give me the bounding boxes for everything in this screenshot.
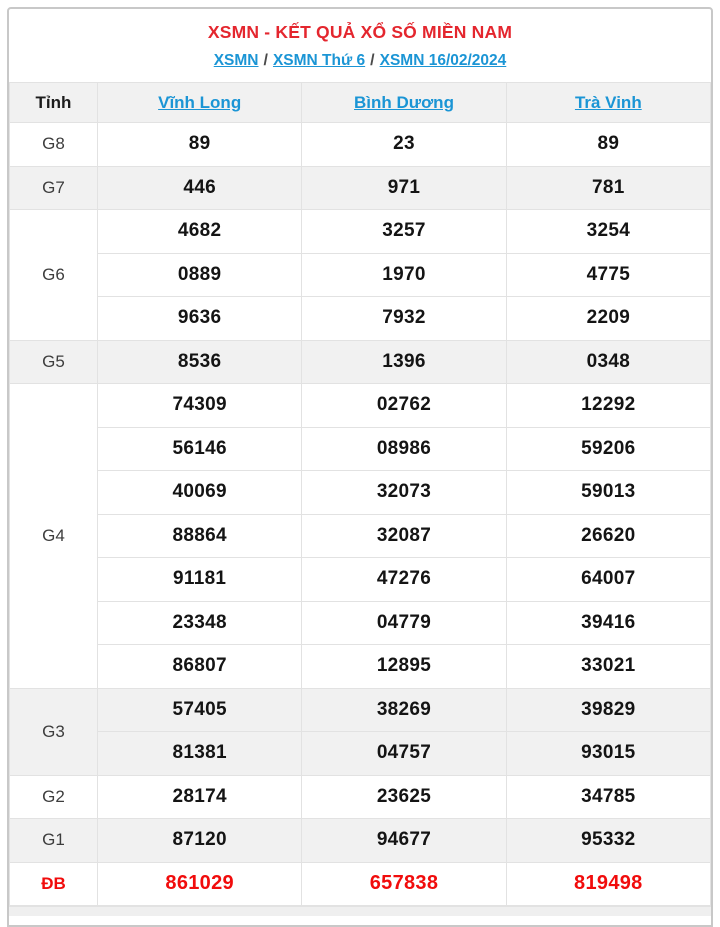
result-number: 23348 bbox=[98, 601, 302, 645]
card-header bbox=[9, 9, 711, 82]
table-row bbox=[10, 297, 711, 341]
result-number: 1396 bbox=[302, 340, 506, 384]
prize-label: G8 bbox=[10, 123, 98, 167]
table-row bbox=[10, 384, 711, 428]
province-link-vinh-long[interactable]: Vĩnh Long bbox=[158, 92, 242, 112]
prize-label: G2 bbox=[10, 775, 98, 819]
result-number: 781 bbox=[506, 166, 710, 210]
result-number: 3257 bbox=[302, 210, 506, 254]
breadcrumb-link-xsmn-thu6[interactable]: XSMN Thứ 6 bbox=[272, 52, 366, 69]
result-number: 23 bbox=[302, 123, 506, 167]
result-number: 12895 bbox=[302, 645, 506, 689]
table-row bbox=[10, 340, 711, 384]
prize-label: ĐB bbox=[10, 862, 98, 906]
result-number: 59013 bbox=[506, 471, 710, 515]
result-number: 38269 bbox=[302, 688, 506, 732]
result-number: 34785 bbox=[506, 775, 710, 819]
result-number: 02762 bbox=[302, 384, 506, 428]
province-link-tra-vinh[interactable]: Trà Vinh bbox=[574, 92, 642, 112]
result-number: 2209 bbox=[506, 297, 710, 341]
column-header-tra-vinh bbox=[506, 83, 710, 123]
result-number: 39416 bbox=[506, 601, 710, 645]
table-row bbox=[10, 123, 711, 167]
table-row bbox=[10, 645, 711, 689]
results-body bbox=[10, 123, 711, 906]
result-number: 47276 bbox=[302, 558, 506, 602]
result-number: 64007 bbox=[506, 558, 710, 602]
table-row bbox=[10, 514, 711, 558]
result-number: 56146 bbox=[98, 427, 302, 471]
breadcrumb bbox=[9, 52, 711, 70]
table-row bbox=[10, 166, 711, 210]
result-number: 3254 bbox=[506, 210, 710, 254]
result-number: 08986 bbox=[302, 427, 506, 471]
result-number: 86807 bbox=[98, 645, 302, 689]
result-number: 89 bbox=[98, 123, 302, 167]
prize-label: G3 bbox=[10, 688, 98, 775]
province-header-label: Tỉnh bbox=[10, 83, 98, 123]
page-title: XSMN - KẾT QUẢ XỔ SỐ MIỀN NAM bbox=[207, 22, 513, 42]
result-number: 81381 bbox=[98, 732, 302, 776]
result-number: 87120 bbox=[98, 819, 302, 863]
table-row bbox=[10, 688, 711, 732]
result-number: 8536 bbox=[98, 340, 302, 384]
result-number: 89 bbox=[506, 123, 710, 167]
table-row bbox=[10, 601, 711, 645]
result-number: 32073 bbox=[302, 471, 506, 515]
table-row bbox=[10, 862, 711, 906]
column-header-binh-duong bbox=[302, 83, 506, 123]
breadcrumb-separator: / bbox=[370, 52, 375, 69]
table-row bbox=[10, 427, 711, 471]
result-number: 26620 bbox=[506, 514, 710, 558]
prize-label: G7 bbox=[10, 166, 98, 210]
result-number: 819498 bbox=[506, 862, 710, 906]
result-number: 0889 bbox=[98, 253, 302, 297]
result-number: 93015 bbox=[506, 732, 710, 776]
result-number: 0348 bbox=[506, 340, 710, 384]
column-header-vinh-long bbox=[98, 83, 302, 123]
results-table bbox=[9, 82, 711, 906]
table-row bbox=[10, 210, 711, 254]
province-link-binh-duong[interactable]: Bình Dương bbox=[354, 92, 454, 112]
result-number: 446 bbox=[98, 166, 302, 210]
prize-label: G4 bbox=[10, 384, 98, 689]
table-row bbox=[10, 775, 711, 819]
result-number: 74309 bbox=[98, 384, 302, 428]
prize-label: G1 bbox=[10, 819, 98, 863]
result-number: 7932 bbox=[302, 297, 506, 341]
prize-label: G6 bbox=[10, 210, 98, 341]
table-row bbox=[10, 471, 711, 515]
result-number: 12292 bbox=[506, 384, 710, 428]
result-number: 23625 bbox=[302, 775, 506, 819]
table-row bbox=[10, 819, 711, 863]
result-number: 04757 bbox=[302, 732, 506, 776]
breadcrumb-link-xsmn-date[interactable]: XSMN 16/02/2024 bbox=[379, 52, 507, 69]
result-number: 04779 bbox=[302, 601, 506, 645]
result-number: 971 bbox=[302, 166, 506, 210]
result-number: 59206 bbox=[506, 427, 710, 471]
results-card bbox=[7, 7, 713, 927]
table-header-row bbox=[10, 83, 711, 123]
result-number: 57405 bbox=[98, 688, 302, 732]
result-number: 32087 bbox=[302, 514, 506, 558]
table-row bbox=[10, 732, 711, 776]
result-number: 28174 bbox=[98, 775, 302, 819]
result-number: 91181 bbox=[98, 558, 302, 602]
result-number: 4775 bbox=[506, 253, 710, 297]
result-number: 40069 bbox=[98, 471, 302, 515]
result-number: 4682 bbox=[98, 210, 302, 254]
result-number: 33021 bbox=[506, 645, 710, 689]
result-number: 1970 bbox=[302, 253, 506, 297]
breadcrumb-link-xsmn[interactable]: XSMN bbox=[213, 52, 259, 69]
result-number: 95332 bbox=[506, 819, 710, 863]
result-number: 9636 bbox=[98, 297, 302, 341]
result-number: 861029 bbox=[98, 862, 302, 906]
breadcrumb-separator: / bbox=[263, 52, 268, 69]
result-number: 88864 bbox=[98, 514, 302, 558]
table-row bbox=[10, 253, 711, 297]
table-row bbox=[10, 558, 711, 602]
result-number: 657838 bbox=[302, 862, 506, 906]
result-number: 39829 bbox=[506, 688, 710, 732]
result-number: 94677 bbox=[302, 819, 506, 863]
prize-label: G5 bbox=[10, 340, 98, 384]
